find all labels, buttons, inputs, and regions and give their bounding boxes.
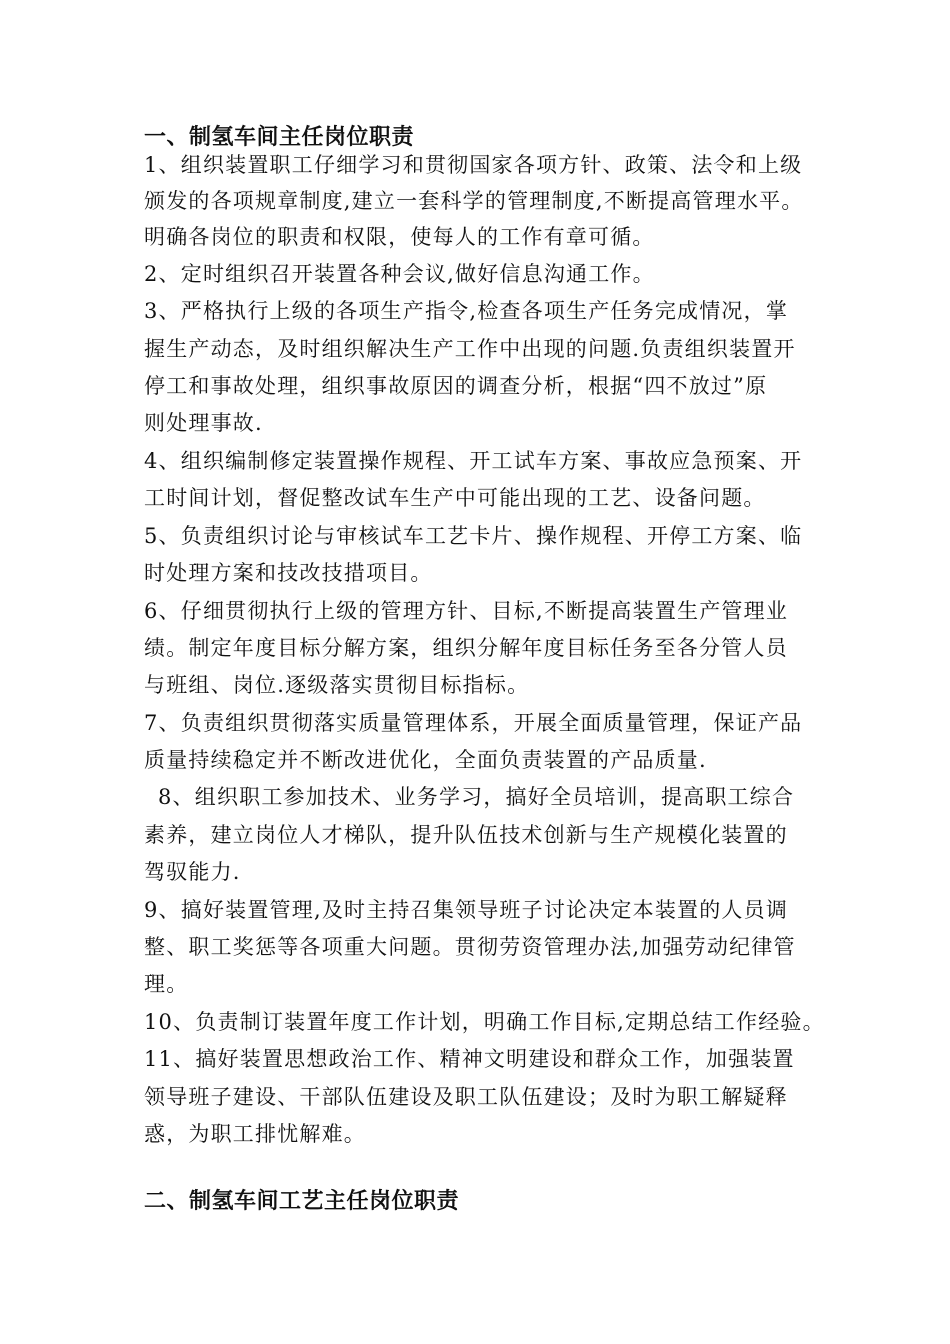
paragraph-line: 9、搞好装置管理,及时主持召集领导班子讨论决定本装置的人员调 bbox=[144, 898, 789, 922]
paragraph-line: 8、组织职工参加技术、业务学习，搞好全员培训，提高职工综合 bbox=[158, 785, 795, 809]
paragraph-line: 6、仔细贯彻执行上级的管理方针、目标,不断提高装置生产管理业 bbox=[144, 599, 789, 623]
section-heading-2: 二、制氢车间工艺主任岗位职责 bbox=[144, 1188, 460, 1214]
paragraph-line: 7、负责组织贯彻落实质量管理体系，开展全面质量管理，保证产品 bbox=[144, 711, 803, 735]
paragraph-line: 4、组织编制修定装置操作规程、开工试车方案、事故应急预案、开 bbox=[144, 449, 803, 473]
paragraph-line: 3、严格执行上级的各项生产指令,检查各项生产任务完成情况，掌 bbox=[144, 299, 789, 323]
paragraph-line: 11、搞好装置思想政治工作、精神文明建设和群众工作，加强装置 bbox=[144, 1047, 795, 1071]
paragraph-line: 1、组织装置职工仔细学习和贯彻国家各项方针、政策、法令和上级 bbox=[144, 153, 803, 177]
paragraph-line: 10、负责制订装置年度工作计划，明确工作目标,定期总结工作经验。 bbox=[144, 1010, 825, 1034]
paragraph-line: 则处理事故. bbox=[144, 411, 263, 435]
paragraph-line: 惑，为职工排忧解难。 bbox=[144, 1122, 366, 1146]
paragraph-line: 时处理方案和技改技措项目。 bbox=[144, 561, 433, 585]
paragraph-line: 工时间计划，督促整改试车生产中可能出现的工艺、设备问题。 bbox=[144, 486, 766, 510]
paragraph-line: 颁发的各项规章制度,建立一套科学的管理制度,不断提高管理水平。 bbox=[144, 189, 804, 213]
paragraph-line: 停工和事故处理，组织事故原因的调查分析，根据“四不放过”原 bbox=[144, 374, 768, 398]
paragraph-line: 驾驭能力. bbox=[144, 860, 241, 884]
paragraph-line: 握生产动态，及时组织解决生产工作中出现的问题.负责组织装置开 bbox=[144, 337, 796, 361]
paragraph-line: 理。 bbox=[144, 972, 189, 996]
paragraph-line: 5、负责组织讨论与审核试车工艺卡片、操作规程、开停工方案、临 bbox=[144, 524, 803, 548]
paragraph-line: 素养，建立岗位人才梯队，提升队伍技术创新与生产规模化装置的 bbox=[144, 823, 788, 847]
paragraph-line: 明确各岗位的职责和权限，使每人的工作有章可循。 bbox=[144, 225, 655, 249]
paragraph-line: 绩。制定年度目标分解方案，组织分解年度目标任务至各分管人员 bbox=[144, 636, 788, 660]
section-heading-1: 一、制氢车间主任岗位职责 bbox=[144, 124, 415, 150]
paragraph-line: 2、定时组织召开装置各种会议,做好信息沟通工作。 bbox=[144, 262, 655, 286]
paragraph-line: 与班组、岗位.逐级落实贯彻目标指标。 bbox=[144, 673, 530, 697]
paragraph-line: 整、职工奖惩等各项重大问题。贯彻劳资管理办法,加强劳动纪律管 bbox=[144, 935, 796, 959]
paragraph-line: 质量持续稳定并不断改进优化，全面负责装置的产品质量. bbox=[144, 748, 707, 772]
paragraph-line: 领导班子建设、干部队伍建设及职工队伍建设；及时为职工解疑释 bbox=[144, 1085, 788, 1109]
